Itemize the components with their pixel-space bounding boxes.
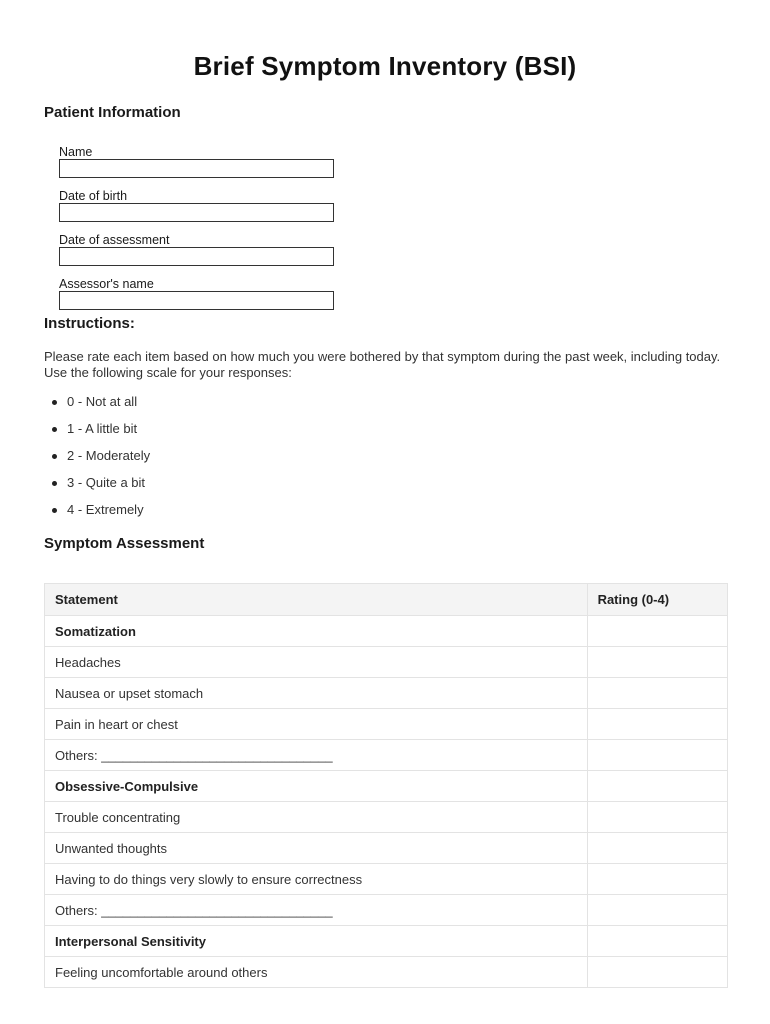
statement-cell: Unwanted thoughts: [45, 833, 588, 864]
symptom-assessment-heading: Symptom Assessment: [44, 535, 205, 552]
dob-input[interactable]: [59, 203, 334, 222]
scale-item-text: 2 - Moderately: [67, 448, 151, 463]
table-row: [45, 895, 728, 926]
rating-cell[interactable]: [587, 864, 727, 895]
statement-cell: Trouble concentrating: [45, 802, 588, 833]
bullet-icon: [52, 427, 57, 432]
bullet-icon: [52, 400, 57, 405]
table-row-category: [45, 771, 728, 802]
scale-item: [50, 502, 150, 529]
assessment-date-field-group: [59, 233, 335, 266]
table-row: [45, 802, 728, 833]
rating-cell[interactable]: [587, 709, 727, 740]
statement-cell: Headaches: [45, 647, 588, 678]
bullet-icon: [52, 454, 57, 459]
statement-column-header: Statement: [45, 584, 588, 616]
rating-cell[interactable]: [587, 616, 727, 647]
name-input[interactable]: [59, 159, 334, 178]
scale-item-text: 4 - Extremely: [67, 502, 144, 517]
rating-column-header: Rating (0-4): [587, 584, 727, 616]
statement-cell: Feeling uncomfortable around others: [45, 957, 588, 988]
assessor-name-label: Assessor's name: [59, 277, 154, 291]
page-title: Brief Symptom Inventory (BSI): [193, 51, 577, 81]
statement-cell: Others: ________________________________: [45, 895, 588, 926]
bullet-icon: [52, 481, 57, 486]
scale-item: [50, 475, 150, 502]
scale-item-text: 0 - Not at all: [67, 394, 138, 409]
scale-item: [50, 448, 150, 475]
table-row: [45, 957, 728, 988]
table-row: [45, 740, 728, 771]
name-label: Name: [59, 145, 93, 159]
table-row: [45, 678, 728, 709]
dob-label: Date of birth: [59, 189, 128, 203]
statement-cell: Nausea or upset stomach: [45, 678, 588, 709]
patient-info-heading: Patient Information: [44, 104, 181, 121]
scale-item-text: 3 - Quite a bit: [67, 475, 146, 490]
statement-cell: Obsessive-Compulsive: [45, 771, 588, 802]
assessment-date-label: Date of assessment: [59, 233, 170, 247]
assessment-date-input[interactable]: [59, 247, 334, 266]
table-header-row: [45, 584, 728, 616]
bullet-icon: [52, 508, 57, 513]
table-row: [45, 833, 728, 864]
table-row: [45, 647, 728, 678]
statement-cell: Somatization: [45, 616, 588, 647]
scale-item-text: 1 - A little bit: [67, 421, 138, 436]
instructions-text: Please rate each item based on how much you were bothered by that symptom during the past week, including today. Use the following scale for your responses:: [44, 349, 721, 380]
statement-cell: Others: ________________________________: [45, 740, 588, 771]
scale-item: [50, 421, 150, 448]
rating-cell[interactable]: [587, 740, 727, 771]
table-row: [45, 864, 728, 895]
rating-cell[interactable]: [587, 771, 727, 802]
rating-cell[interactable]: [587, 895, 727, 926]
scale-item: [50, 394, 150, 421]
statement-cell: Pain in heart or chest: [45, 709, 588, 740]
assessor-name-field-group: [59, 277, 335, 310]
statement-cell: Having to do things very slowly to ensure correctness: [45, 864, 588, 895]
rating-cell[interactable]: [587, 647, 727, 678]
symptom-table: [44, 583, 728, 988]
rating-cell[interactable]: [587, 926, 727, 957]
dob-field-group: [59, 189, 335, 222]
statement-cell: Interpersonal Sensitivity: [45, 926, 588, 957]
rating-cell[interactable]: [587, 802, 727, 833]
table-row: [45, 709, 728, 740]
table-row-category: [45, 926, 728, 957]
table-row-category: [45, 616, 728, 647]
name-field-group: [59, 145, 335, 178]
assessor-name-input[interactable]: [59, 291, 334, 310]
rating-cell[interactable]: [587, 678, 727, 709]
rating-cell[interactable]: [587, 833, 727, 864]
instructions-heading: Instructions:: [44, 315, 135, 332]
rating-cell[interactable]: [587, 957, 727, 988]
scale-list: [50, 394, 150, 529]
